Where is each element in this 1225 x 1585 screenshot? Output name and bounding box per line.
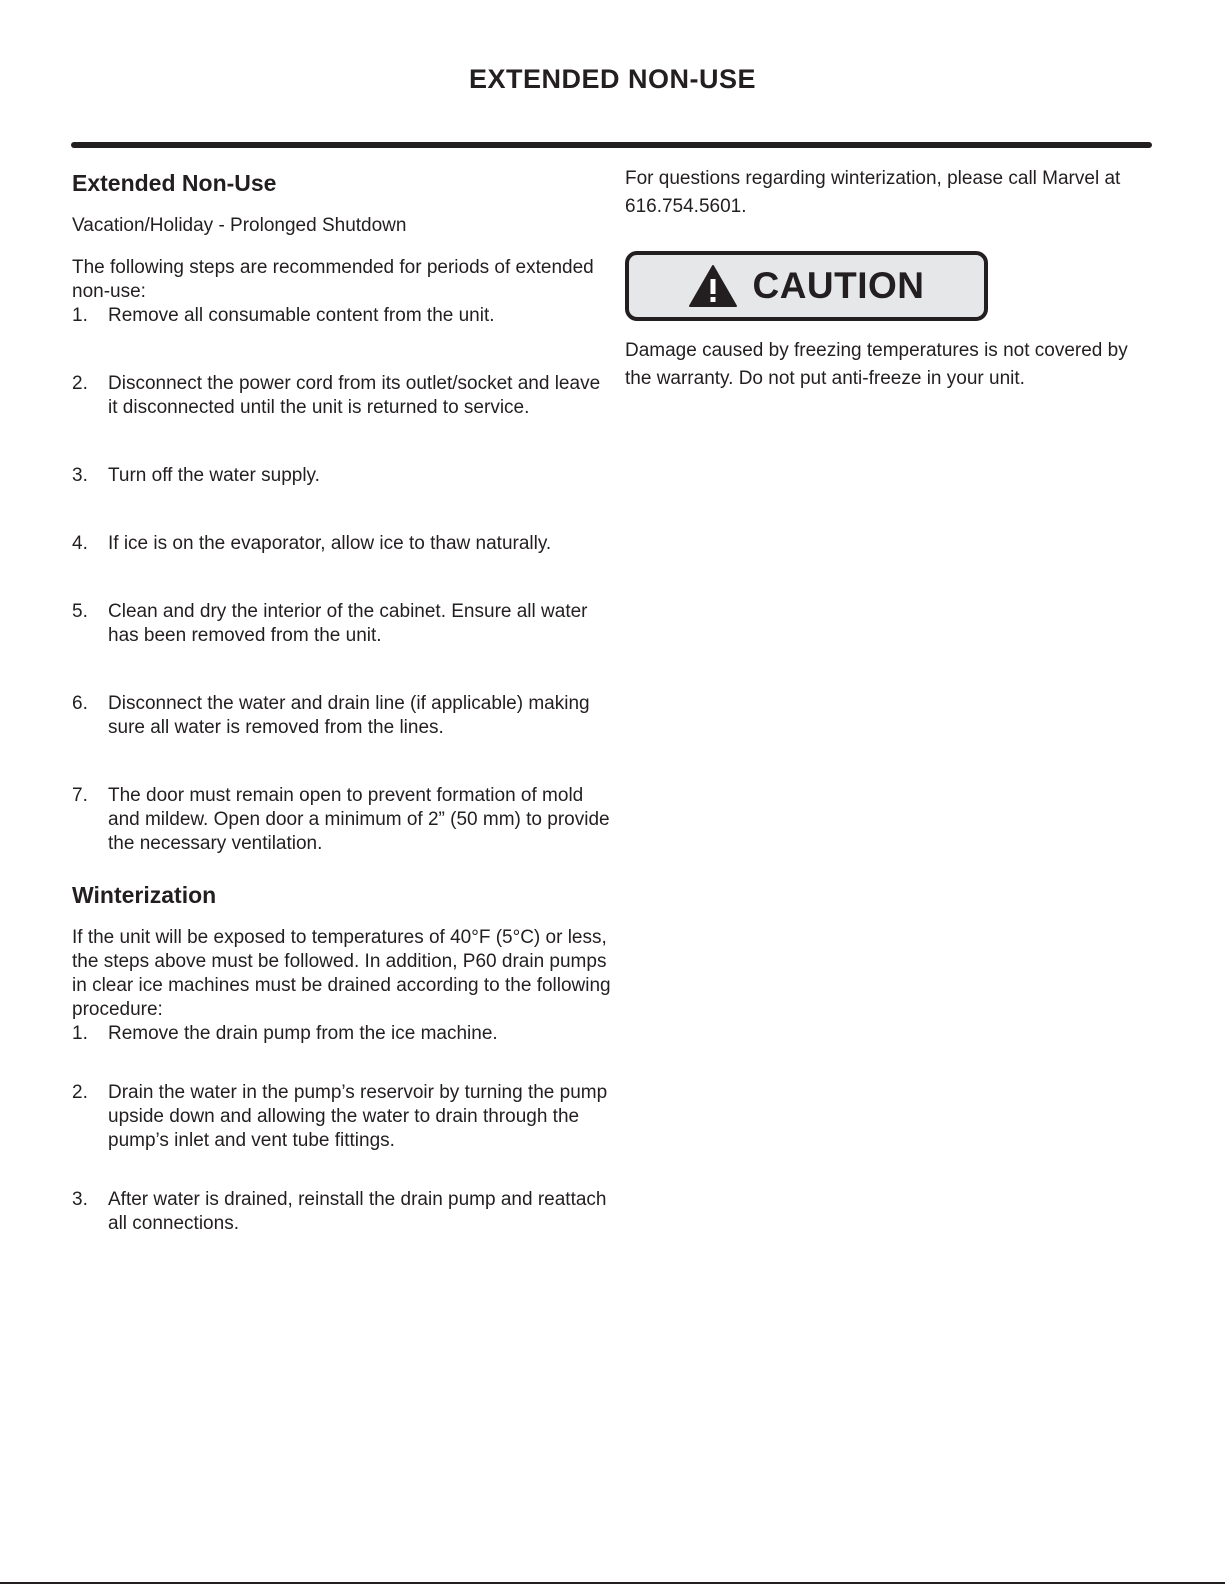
extended-step (72, 532, 612, 556)
extended-intro: The following steps are recommended for periods of extended non-use: (72, 257, 594, 302)
step-number: 2. (72, 373, 88, 394)
step-number: 3. (72, 465, 88, 486)
extended-step (72, 784, 612, 856)
winterization-intro: If the unit will be exposed to temperatures of 40°F (5°C) or less, the steps above must be followed. In addition, P60 drain pumps in clear ice machines must be drained according to the following procedure: (72, 927, 611, 1020)
step-text: If ice is on the evaporator, allow ice to thaw naturally. (108, 533, 552, 554)
extended-step (72, 464, 612, 488)
step-number: 5. (72, 601, 88, 622)
step-text: After water is drained, reinstall the drain pump and reattach all connections. (108, 1189, 607, 1234)
step-text: Clean and dry the interior of the cabinet. Ensure all water has been removed from the unit. (108, 601, 588, 646)
step-text: Remove all consumable content from the unit. (108, 305, 495, 326)
extended-non-use-heading: Extended Non-Use (72, 170, 277, 196)
step-number: 6. (72, 693, 88, 714)
title-divider (71, 142, 1152, 148)
step-number: 3. (72, 1189, 88, 1210)
warning-triangle-icon (688, 264, 738, 308)
right-column (625, 165, 1155, 393)
extended-subtitle: Vacation/Holiday - Prolonged Shutdown (72, 215, 407, 236)
extended-step (72, 600, 612, 648)
caution-banner (625, 251, 988, 321)
step-number: 2. (72, 1082, 88, 1103)
winterization-steps-list (72, 1022, 612, 1236)
extended-step (72, 692, 612, 740)
winterization-questions: For questions regarding winterization, please call Marvel at 616.754.5601. (625, 168, 1121, 217)
step-number: 1. (72, 1023, 88, 1044)
winterization-heading: Winterization (72, 882, 217, 908)
caution-text: Damage caused by freezing temperatures is not covered by the warranty. Do not put anti-freeze in your unit. (625, 340, 1128, 389)
left-column (72, 168, 612, 1236)
step-text: Drain the water in the pump’s reservoir by turning the pump upside down and allowing the water to drain through the pump’s inlet and vent tube fittings. (108, 1082, 608, 1151)
step-text: The door must remain open to prevent formation of mold and mildew. Open door a minimum of 2” (50 mm) to provide the necessary ventilation. (108, 785, 610, 854)
winterization-step (72, 1188, 612, 1236)
extended-step (72, 372, 612, 420)
page-title: EXTENDED NON-USE (468, 64, 757, 94)
winterization-step (72, 1081, 612, 1153)
step-text: Remove the drain pump from the ice machine. (108, 1023, 498, 1044)
step-number: 1. (72, 305, 88, 326)
step-text: Disconnect the power cord from its outlet/socket and leave it disconnected until the unit is returned to service. (108, 373, 601, 418)
extended-steps-list (72, 304, 612, 856)
step-text: Disconnect the water and drain line (if applicable) making sure all water is removed from the lines. (108, 693, 590, 738)
winterization-step (72, 1022, 612, 1046)
step-number: 7. (72, 785, 88, 806)
step-text: Turn off the water supply. (108, 465, 320, 486)
step-number: 4. (72, 533, 88, 554)
bottom-divider (0, 1582, 1225, 1584)
extended-step (72, 304, 612, 328)
caution-label: CAUTION (752, 265, 925, 306)
